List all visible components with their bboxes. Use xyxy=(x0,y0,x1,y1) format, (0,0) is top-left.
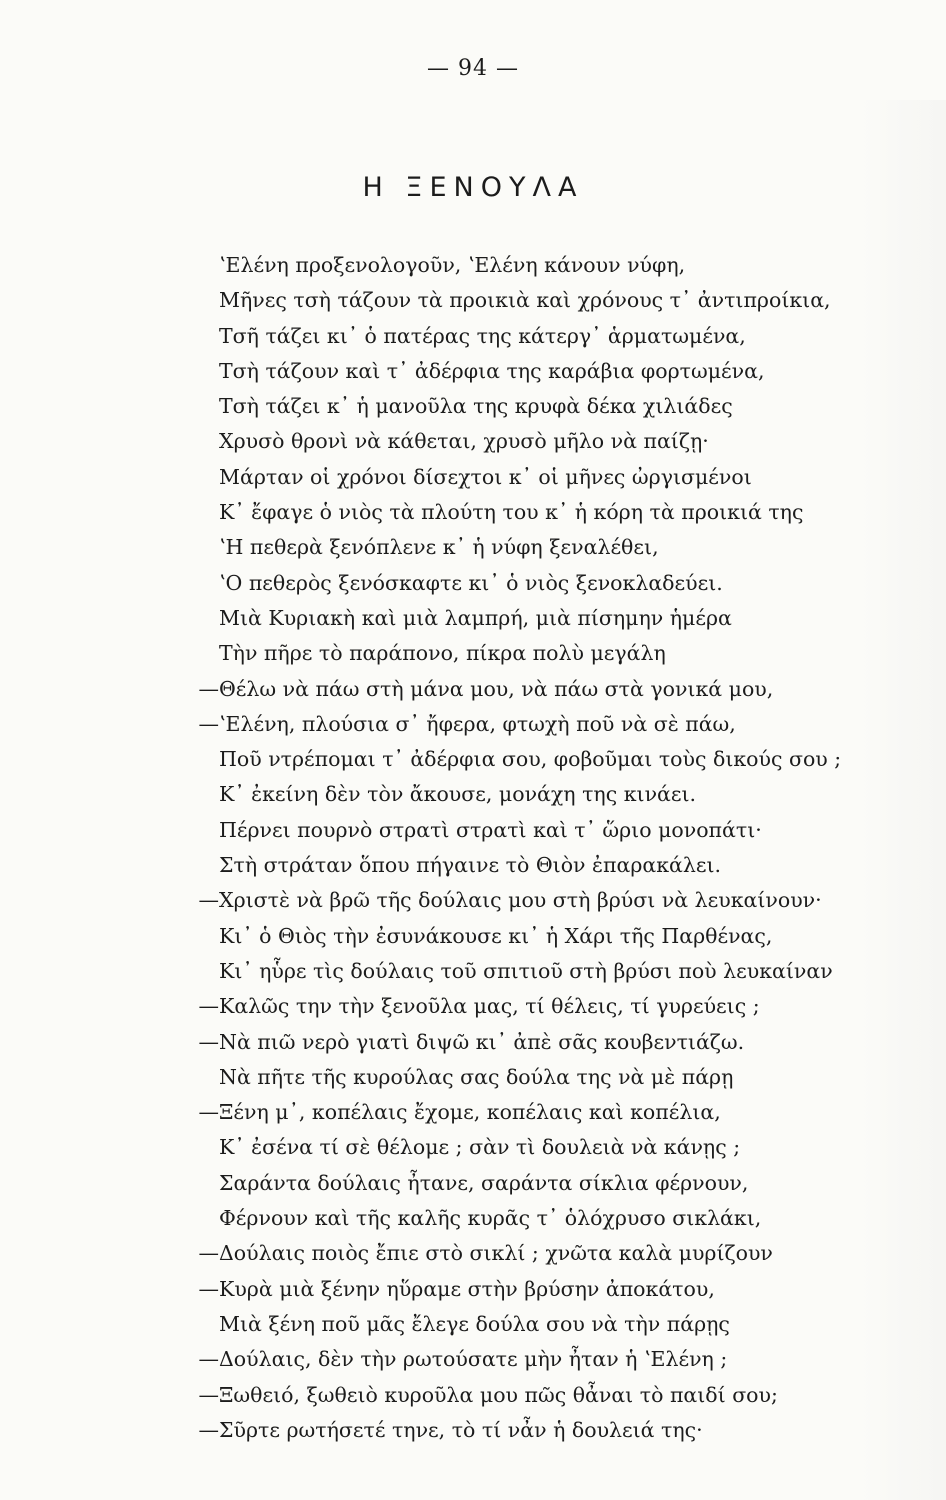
poem-line xyxy=(0,813,946,848)
line-dash: — xyxy=(198,1347,219,1372)
line-text: Νὰ πῆτε τῆς κυρούλας σας δούλα της νὰ μὲ πάρῃ xyxy=(219,1064,734,1089)
line-text: Θέλω νὰ πάω στὴ μάνα μου, νὰ πάω στὰ γονικά μου, xyxy=(219,676,774,701)
line-text: Δούλαις ποιὸς ἔπιε στὸ σικλί ; χνῶτα καλὰ μυρίζουν xyxy=(219,1241,773,1266)
poem-line xyxy=(0,530,946,565)
poem-line xyxy=(0,848,946,883)
line-text: Κι᾽ ὁ Θιὸς τὴν ἐσυνάκουσε κι᾽ ἡ Χάρι τῆς Παρθένας, xyxy=(219,923,773,948)
page-number: — 94 — xyxy=(427,56,519,81)
poem-line xyxy=(0,1272,946,1307)
poem-line xyxy=(0,1378,946,1413)
line-text: Δούλαις, δὲν τὴν ρωτούσατε μὴν ἦταν ἡ ʽΕλένη ; xyxy=(219,1347,728,1372)
poem-line xyxy=(0,566,946,601)
poem-line xyxy=(0,1342,946,1377)
poem-line xyxy=(0,1166,946,1201)
poem-line xyxy=(0,460,946,495)
line-dash: — xyxy=(198,1417,219,1442)
line-text: Μιὰ Κυριακὴ καὶ μιὰ λαμπρή, μιὰ πίσημην ἡμέρα xyxy=(219,605,732,630)
line-text: Τσὴ τάζουν καὶ τ᾽ ἀδέρφια της καράβια φορτωμένα, xyxy=(219,358,765,383)
line-text: Μάρταν οἱ χρόνοι δίσεχτοι κ᾽ οἱ μῆνες ὠργισμένοι xyxy=(219,464,752,489)
poem-line xyxy=(0,1413,946,1448)
poem-line xyxy=(0,283,946,318)
line-dash: — xyxy=(198,1276,219,1301)
line-dash: — xyxy=(198,994,219,1019)
poem-line xyxy=(0,1130,946,1165)
poem-line xyxy=(0,672,946,707)
poem-line xyxy=(0,1025,946,1060)
line-text: Καλῶς την τὴν ξενοῦλα μας, τί θέλεις, τί γυρεύεις ; xyxy=(219,994,760,1019)
line-text: Φέρνουν καὶ τῆς καλῆς κυρᾶς τ᾽ ὁλόχρυσο σικλάκι, xyxy=(219,1206,762,1231)
line-text: Σῦρτε ρωτήσετέ τηνε, τὸ τί νἆν ἡ δουλειά της· xyxy=(219,1417,703,1442)
line-dash: — xyxy=(198,1100,219,1125)
poem-body xyxy=(0,248,946,1448)
poem-line xyxy=(0,601,946,636)
poem-line xyxy=(0,1095,946,1130)
poem-line xyxy=(0,248,946,283)
line-dash: — xyxy=(198,1241,219,1266)
line-text: Ποῦ ντρέπομαι τ᾽ ἀδέρφια σου, φοβοῦμαι τοὺς δικούς σου ; xyxy=(219,747,842,772)
line-text: Ξένη μ᾽, κοπέλαις ἔχομε, κοπέλαις καὶ κοπέλια, xyxy=(219,1100,721,1125)
poem-line xyxy=(0,389,946,424)
line-text: Κι᾽ ηὗρε τὶς δούλαις τοῦ σπιτιοῦ στὴ βρύσι ποὺ λευκαίναν xyxy=(219,958,833,983)
poem-line xyxy=(0,919,946,954)
line-text: Κ᾽ ἐσένα τί σὲ θέλομε ; σὰν τὶ δουλειὰ νὰ κάνῃς ; xyxy=(219,1135,741,1160)
line-text: Χριστὲ νὰ βρῶ τῆς δούλαις μου στὴ βρύσι νὰ λευκαίνουν· xyxy=(219,888,822,913)
poem-line xyxy=(0,1201,946,1236)
poem-line xyxy=(0,354,946,389)
poem-line xyxy=(0,777,946,812)
line-text: Χρυσὸ θρονὶ νὰ κάθεται, χρυσὸ μῆλο νὰ παίζῃ· xyxy=(219,429,709,454)
poem-line xyxy=(0,989,946,1024)
line-text: Κυρὰ μιὰ ξένην ηὕραμε στὴν βρύσην ἀποκάτου, xyxy=(219,1276,715,1301)
poem-line xyxy=(0,1060,946,1095)
poem-title: Η ΞΕΝΟΥΛΑ xyxy=(362,172,584,203)
poem-line xyxy=(0,636,946,671)
poem-line xyxy=(0,424,946,459)
poem-line xyxy=(0,707,946,742)
line-text: ʽΕλένη προξενολογοῦν, ʽΕλένη κάνουν νύφη, xyxy=(219,253,686,277)
line-text: Πέρνει πουρνὸ στρατὶ στρατὶ καὶ τ᾽ ὥριο μονοπάτι· xyxy=(219,817,762,842)
line-dash: — xyxy=(198,1029,219,1054)
poem-line xyxy=(0,319,946,354)
poem-line xyxy=(0,742,946,777)
line-text: Μῆνες τσὴ τάζουν τὰ προικιὰ καὶ χρόνους τ᾽ ἀντιπροίκια, xyxy=(219,288,831,313)
line-text: Στὴ στράταν ὅπου πήγαινε τὸ Θιὸν ἐπαρακάλει. xyxy=(219,853,722,878)
line-text: ʽΕλένη, πλούσια σ᾽ ἤφερα, φτωχὴ ποῦ νὰ σὲ πάω, xyxy=(219,711,736,736)
poem-line xyxy=(0,883,946,918)
line-text: Ξωθειό, ξωθειὸ κυροῦλα μου πῶς θἆναι τὸ παιδί σου; xyxy=(219,1382,778,1407)
poem-line xyxy=(0,1236,946,1271)
line-text: Κ᾽ ἐκείνη δὲν τὸν ἄκουσε, μονάχη της κινάει. xyxy=(219,782,697,807)
line-text: ʽΟ πεθερὸς ξενόσκαφτε κι᾽ ὁ νιὸς ξενοκλαδεύει. xyxy=(219,570,723,595)
line-dash: — xyxy=(198,1382,219,1407)
line-text: Τσὴ τάζει κ᾽ ἡ μανοῦλα της κρυφὰ δέκα χιλιάδες xyxy=(219,394,733,419)
line-dash: — xyxy=(198,888,219,913)
line-text: ʽΗ πεθερὰ ξενόπλενε κ᾽ ἡ νύφη ξεναλέθει, xyxy=(219,535,659,560)
poem-line xyxy=(0,495,946,530)
line-dash: — xyxy=(198,711,219,736)
poem-line xyxy=(0,954,946,989)
line-text: Σαράντα δούλαις ἦτανε, σαράντα σίκλια φέρνουν, xyxy=(219,1170,749,1195)
line-text: Νὰ πιῶ νερὸ γιατὶ διψῶ κι᾽ ἀπὲ σᾶς κουβεντιάζω. xyxy=(219,1029,745,1054)
line-text: Μιὰ ξένη ποῦ μᾶς ἔλεγε δούλα σου νὰ τὴν πάρῃς xyxy=(219,1311,730,1336)
line-text: Τὴν πῆρε τὸ παράπονο, πίκρα πολὺ μεγάλη xyxy=(219,641,666,666)
line-dash: — xyxy=(198,676,219,701)
line-text: Κ᾽ ἔφαγε ὁ νιὸς τὰ πλούτη του κ᾽ ἡ κόρη τὰ προικιά της xyxy=(219,500,804,525)
poem-line xyxy=(0,1307,946,1342)
line-text: Τσῆ τάζει κι᾽ ὁ πατέρας της κάτεργ᾽ ἁρματωμένα, xyxy=(219,323,746,348)
